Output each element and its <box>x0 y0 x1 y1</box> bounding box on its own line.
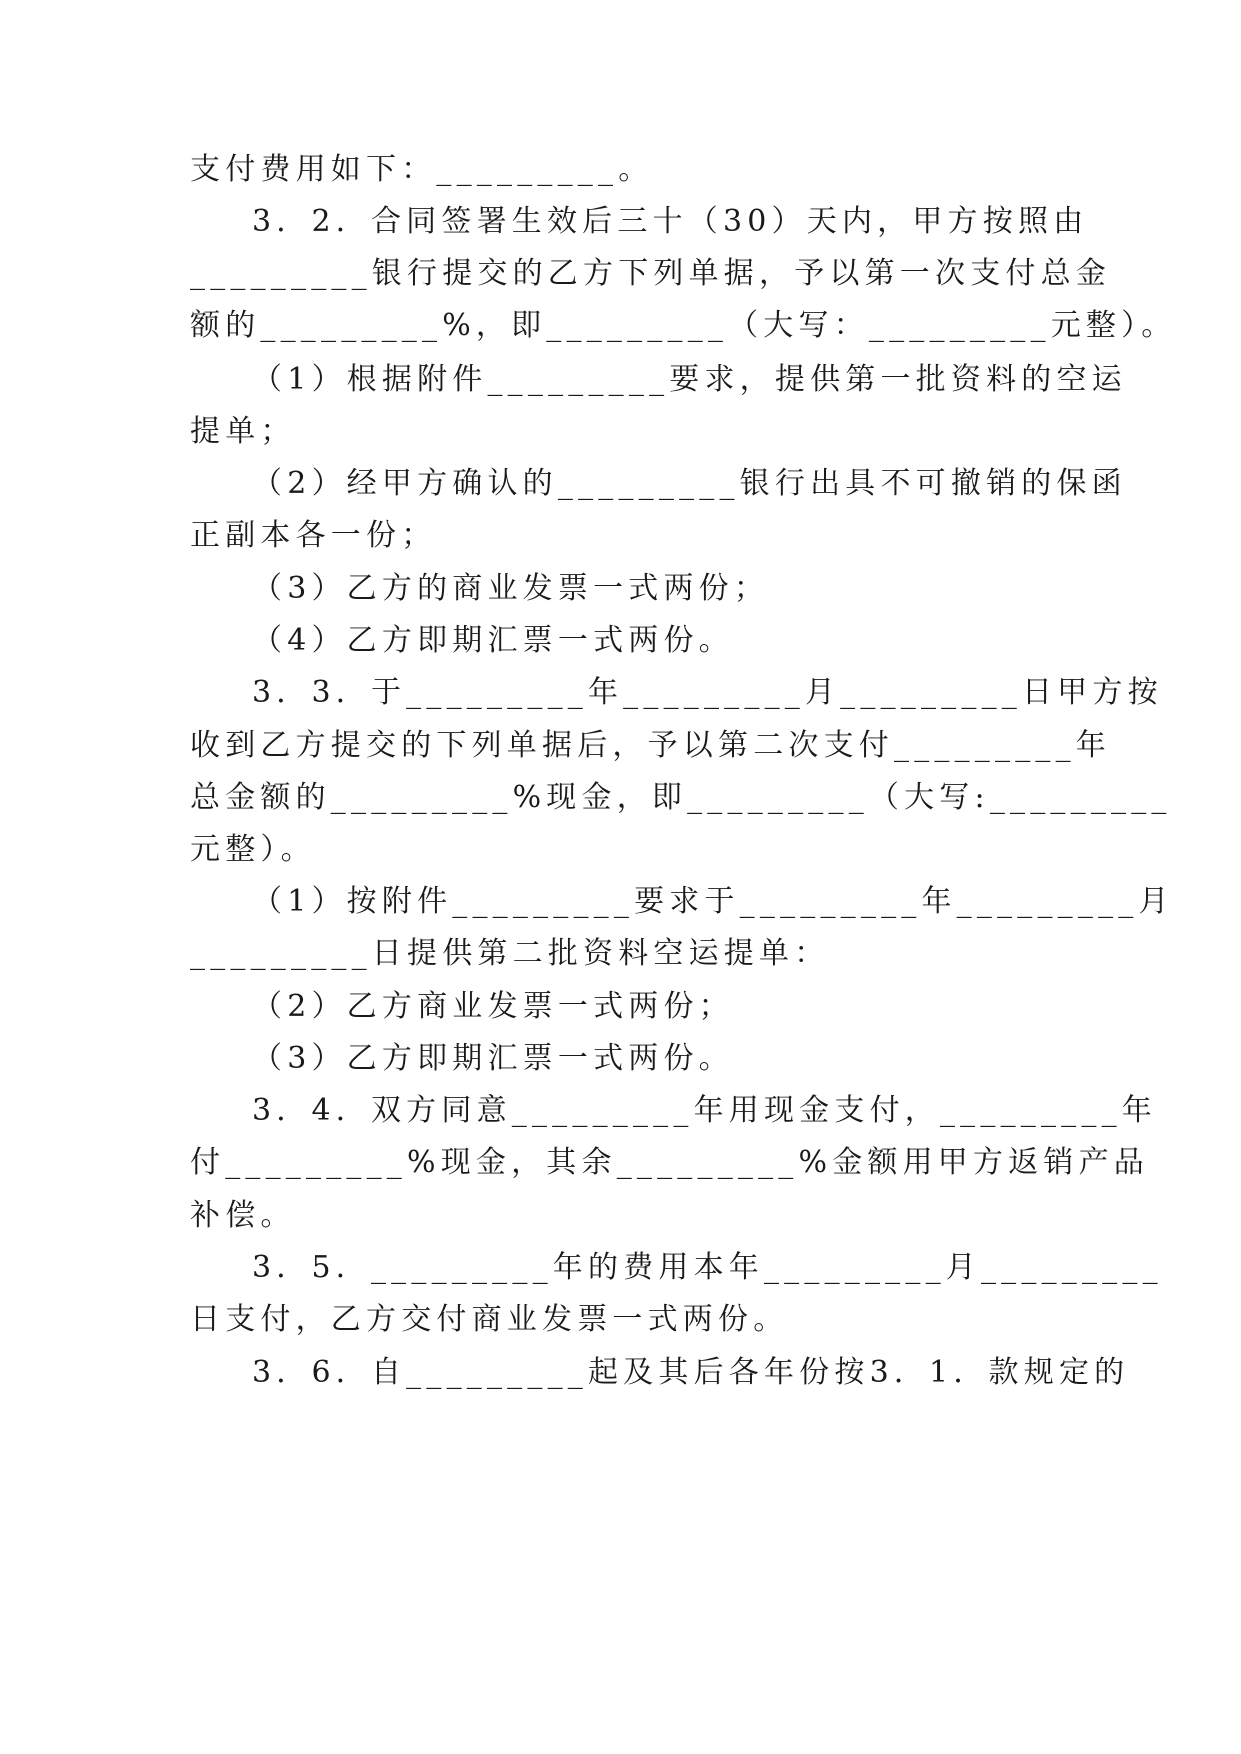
text-line: _________银行提交的乙方下列单据，予以第一次支付总金 <box>190 256 1111 291</box>
text-line: 总金额的_________%现金，即_________（大写:_________ <box>190 780 1172 815</box>
text-line: 收到乙方提交的下列单据后，予以第二次支付_________年 <box>190 728 1111 763</box>
text-line: 支付费用如下：_________。 <box>190 152 654 187</box>
clause-3-3-heading: 3．3．于_________年_________月_________日甲方按 <box>252 675 1163 710</box>
list-item: （2）经甲方确认的_________银行出具不可撤销的保函 <box>252 466 1127 501</box>
list-item: （4）乙方即期汇票一式两份。 <box>252 623 734 658</box>
list-item: （3）乙方即期汇票一式两份。 <box>252 1041 734 1076</box>
text-line: 补偿。 <box>190 1198 296 1233</box>
text-line: 额的_________%，即_________（大写：_________元整）。 <box>190 308 1177 343</box>
list-item: （3）乙方的商业发票一式两份； <box>252 571 770 606</box>
text-line: _________日提供第二批资料空运提单： <box>190 936 830 971</box>
text-line: 提单； <box>190 414 296 449</box>
text-line: 付_________%现金，其余_________%金额用甲方返销产品 <box>190 1145 1150 1180</box>
text-line: 日支付，乙方交付商业发票一式两份。 <box>190 1302 789 1337</box>
list-item: （1）根据附件_________要求，提供第一批资料的空运 <box>252 362 1127 397</box>
text-line: 元整）。 <box>190 832 316 867</box>
list-item: （1）按附件_________要求于_________年_________月 <box>252 884 1174 919</box>
clause-3-5-heading: 3．5．_________年的费用本年_________月_________ <box>252 1250 1163 1285</box>
text-line: 正副本各一份； <box>190 518 437 553</box>
list-item: （2）乙方商业发票一式两份； <box>252 989 734 1024</box>
clause-3-2-heading: 3．2．合同签署生效后三十（30）天内，甲方按照由 <box>252 204 1089 239</box>
clause-3-4-heading: 3．4．双方同意_________年用现金支付，_________年 <box>252 1093 1157 1128</box>
clause-3-6-heading: 3．6．自_________起及其后各年份按3．1．款规定的 <box>252 1355 1130 1390</box>
